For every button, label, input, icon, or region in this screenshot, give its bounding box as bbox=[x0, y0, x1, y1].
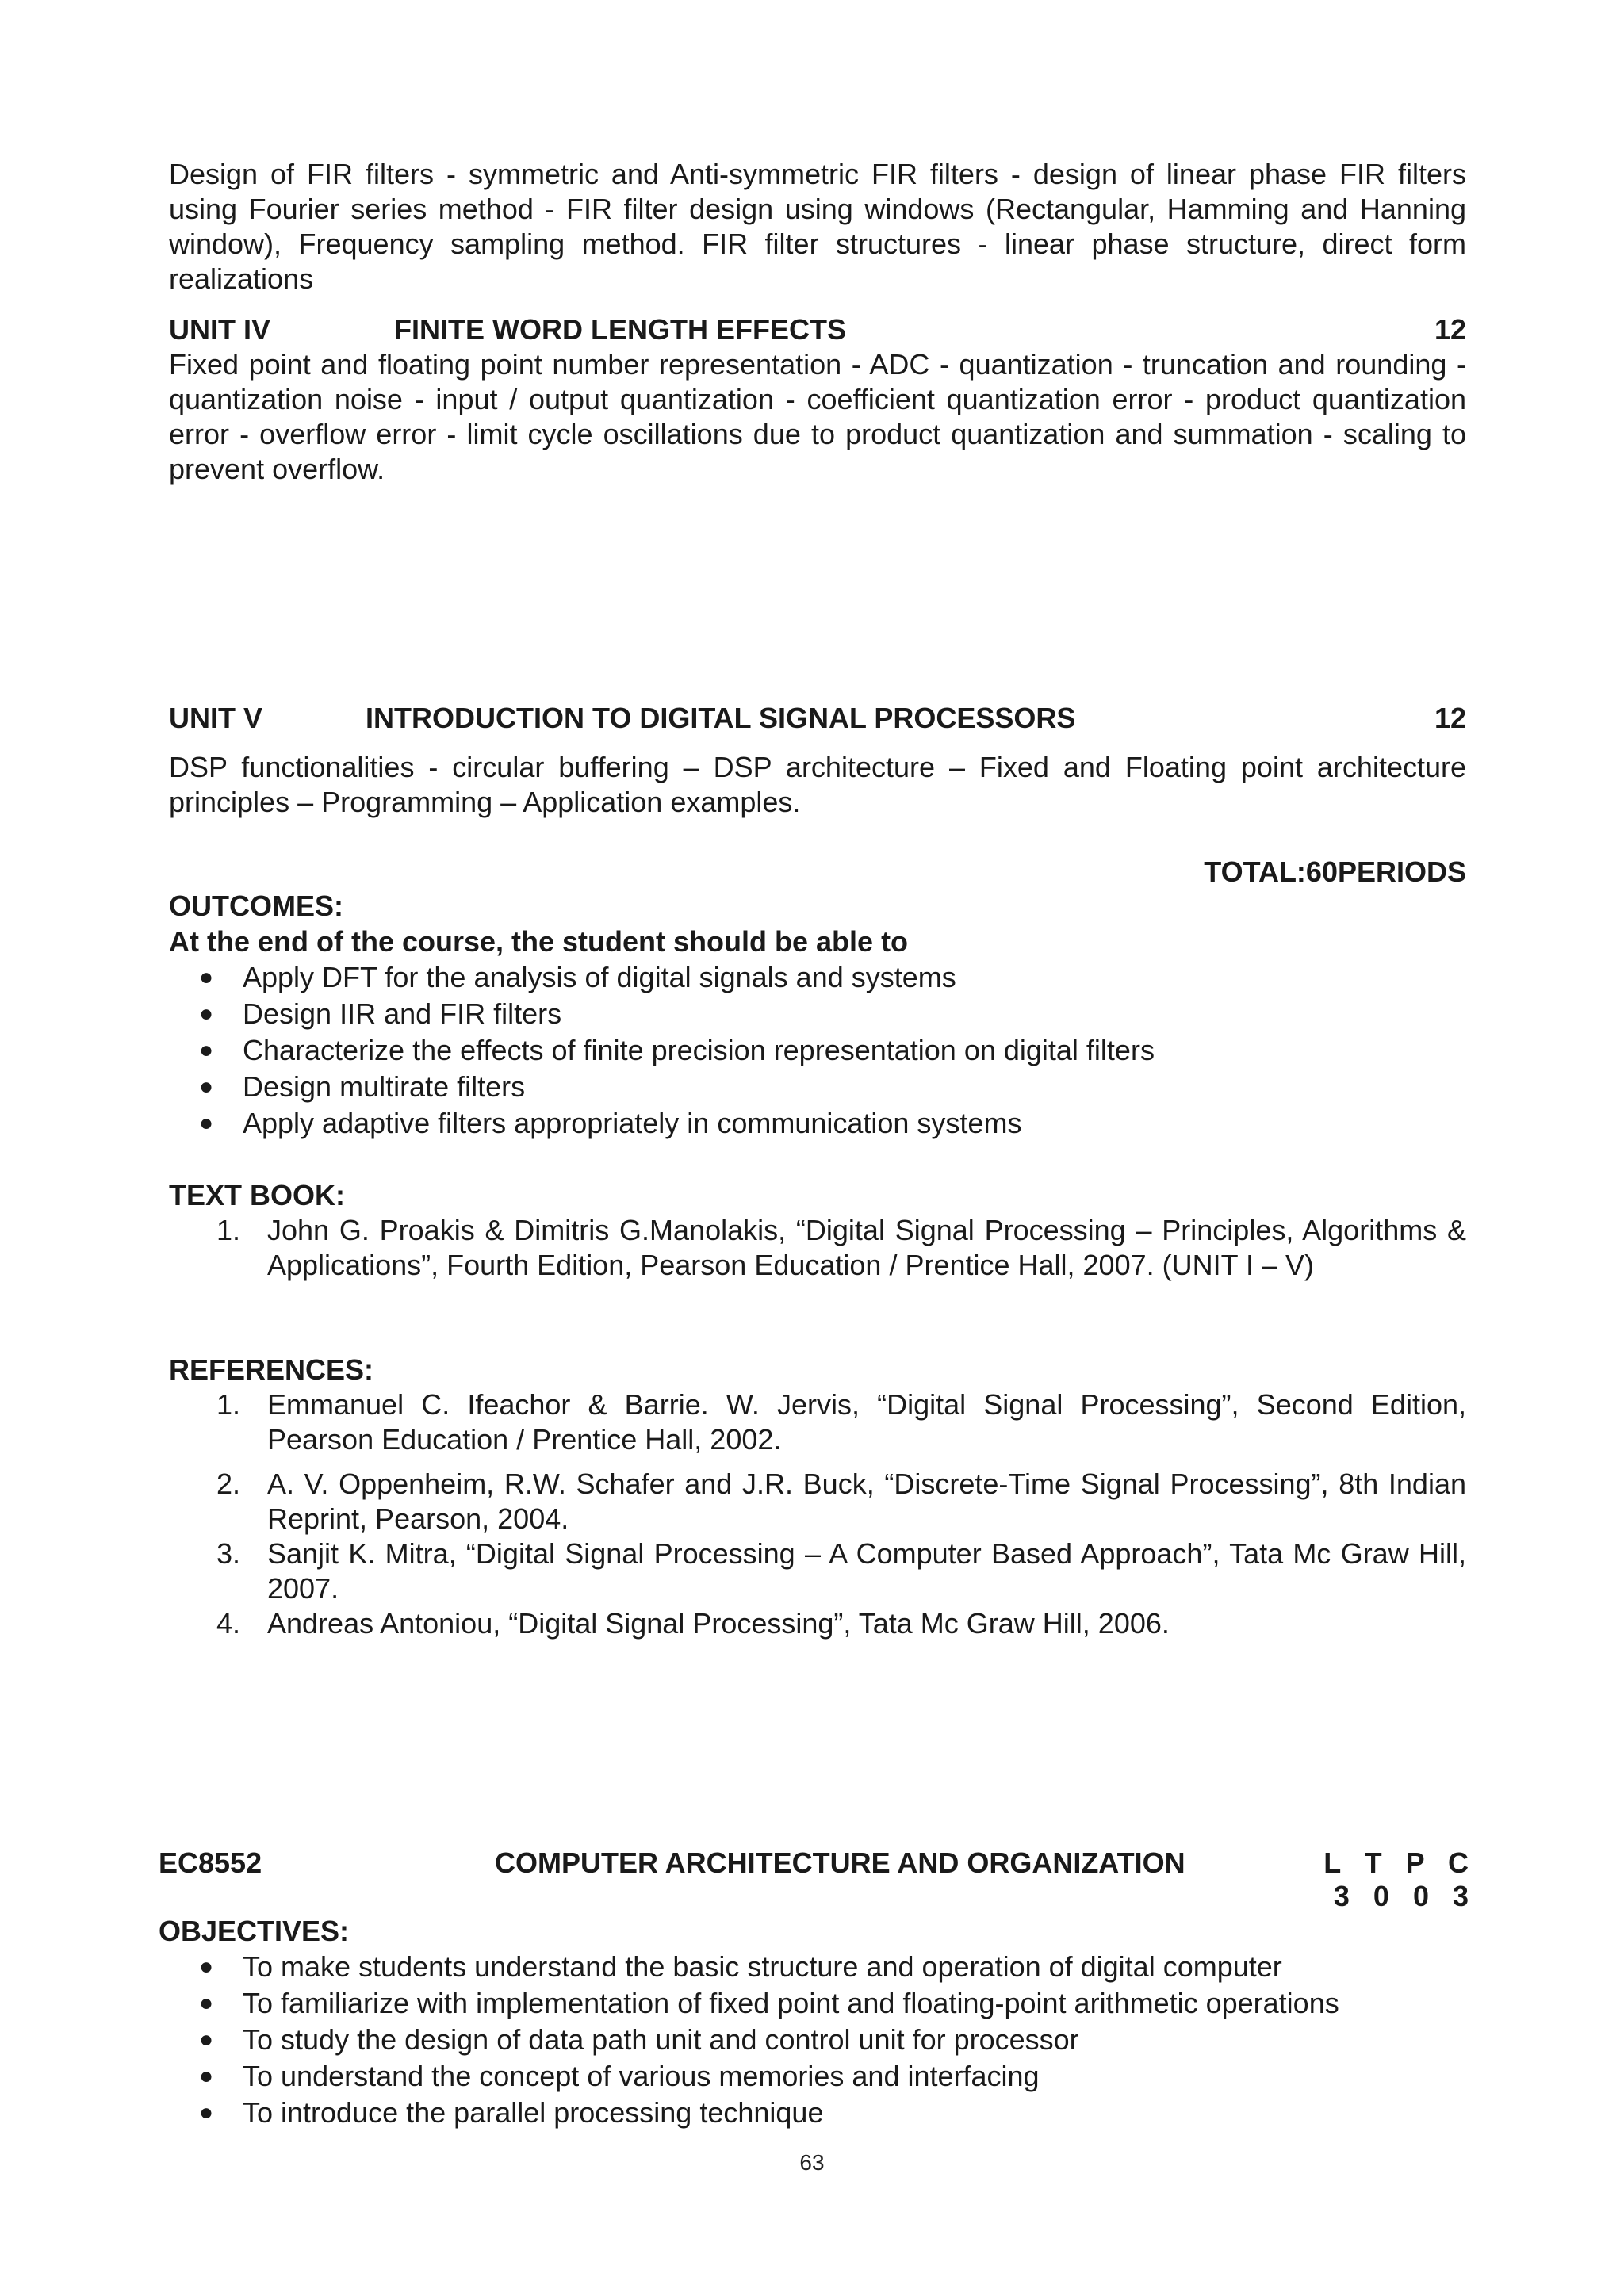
ltpc-label: L T P C bbox=[1323, 1846, 1477, 1879]
course-code: EC8552 bbox=[159, 1846, 262, 1879]
unit5-hours: 12 bbox=[1434, 702, 1466, 734]
list-item: ● Characterize the effects of finite precision representation on digital filters bbox=[169, 1032, 1466, 1069]
unit5-number: UNIT V bbox=[169, 702, 263, 734]
list-item: 1. Emmanuel C. Ifeachor & Barrie. W. Jervis, “Digital Signal Processing”, Second Edition, Pearson Education / Prentice Hall, 2002. bbox=[216, 1388, 1466, 1456]
outcomes-list bbox=[169, 959, 1466, 1142]
list-item: ● To study the design of data path unit and control unit for processor bbox=[169, 2022, 1466, 2058]
unit5-body: DSP functionalities - circular buffering – DSP architecture – Fixed and Floating point architecture principles – Programming – Application examples. bbox=[169, 751, 1466, 818]
bullet-icon: ● bbox=[199, 964, 214, 990]
unit4-body: Fixed point and floating point number representation - ADC - quantization - truncation and rounding - quantization noise - input / output quantization - coefficient quantization error - product quantization error - overflow error - limit cycle oscillations due to product quantization and summation - scaling to prevent overflow. bbox=[169, 348, 1466, 485]
bullet-icon: ● bbox=[199, 1001, 214, 1027]
bullet-icon: ● bbox=[199, 2063, 214, 2089]
course-credits: 3 0 0 3 bbox=[1333, 1880, 1477, 1912]
unit5-title: INTRODUCTION TO DIGITAL SIGNAL PROCESSORS bbox=[366, 702, 1076, 734]
textbook-list bbox=[169, 1213, 1466, 1283]
bullet-icon: ● bbox=[199, 1073, 214, 1100]
unit4-hours: 12 bbox=[1434, 313, 1466, 346]
list-item: ● Design multirate filters bbox=[169, 1069, 1466, 1105]
list-item: ● To introduce the parallel processing technique bbox=[169, 2095, 1466, 2131]
course-title: COMPUTER ARCHITECTURE AND ORGANIZATION bbox=[495, 1846, 1185, 1879]
list-item: ● To make students understand the basic structure and operation of digital computer bbox=[169, 1949, 1466, 1985]
list-item: ● To familiarize with implementation of fixed point and floating-point arithmetic operations bbox=[169, 1985, 1466, 2022]
total-periods: TOTAL:60PERIODS bbox=[1204, 855, 1466, 888]
bullet-icon: ● bbox=[199, 2099, 214, 2126]
outcomes-heading: OUTCOMES: bbox=[169, 890, 343, 922]
bullet-icon: ● bbox=[199, 1990, 214, 2016]
list-item: 3. Sanjit K. Mitra, “Digital Signal Processing – A Computer Based Approach”, Tata Mc Graw Hill, 2007. bbox=[216, 1537, 1466, 1605]
unit4-title: FINITE WORD LENGTH EFFECTS bbox=[394, 313, 846, 346]
references-heading: REFERENCES: bbox=[169, 1353, 374, 1386]
unit5-heading bbox=[169, 701, 1466, 736]
bullet-icon: ● bbox=[199, 2026, 214, 2053]
list-item: 1. John G. Proakis & Dimitris G.Manolakis, “Digital Signal Processing – Principles, Algorithms & Applications”, Fourth Edition, Pearson Education / Prentice Hall, 2007. (UNIT I – V) bbox=[216, 1214, 1466, 1281]
unit4-number: UNIT IV bbox=[169, 313, 271, 346]
list-item: 2. A. V. Oppenheim, R.W. Schafer and J.R. Buck, “Discrete-Time Signal Processing”, 8th Indian Reprint, Pearson, 2004. bbox=[216, 1468, 1466, 1535]
unit4-heading bbox=[169, 312, 1466, 347]
bullet-icon: ● bbox=[199, 1037, 214, 1063]
course-header bbox=[159, 1846, 1477, 1881]
bullet-icon: ● bbox=[199, 1954, 214, 1980]
page-number: 63 bbox=[799, 2150, 825, 2175]
bullet-icon: ● bbox=[199, 1110, 214, 1136]
list-item: ● Apply DFT for the analysis of digital signals and systems bbox=[169, 959, 1466, 996]
textbook-heading: TEXT BOOK: bbox=[169, 1179, 345, 1211]
objectives-heading: OBJECTIVES: bbox=[159, 1915, 350, 1947]
list-item: ● To understand the concept of various memories and interfacing bbox=[169, 2058, 1466, 2095]
list-item: 4. Andreas Antoniou, “Digital Signal Processing”, Tata Mc Graw Hill, 2006. bbox=[216, 1607, 1170, 1640]
references-list bbox=[169, 1387, 1466, 1641]
list-item: ● Design IIR and FIR filters bbox=[169, 996, 1466, 1032]
objectives-list bbox=[169, 1949, 1466, 2131]
outcomes-intro: At the end of the course, the student should be able to bbox=[169, 925, 909, 958]
unit3-continuation-text: Design of FIR filters - symmetric and Anti-symmetric FIR filters - design of linear phase FIR filters using Fourier series method - FIR filter design using windows (Rectangular, Hamming and Hanning window), Frequency sampling method. FIR filter structures - linear phase structure, direct form realizations bbox=[169, 158, 1466, 295]
list-item: ● Apply adaptive filters appropriately in communication systems bbox=[169, 1105, 1466, 1142]
